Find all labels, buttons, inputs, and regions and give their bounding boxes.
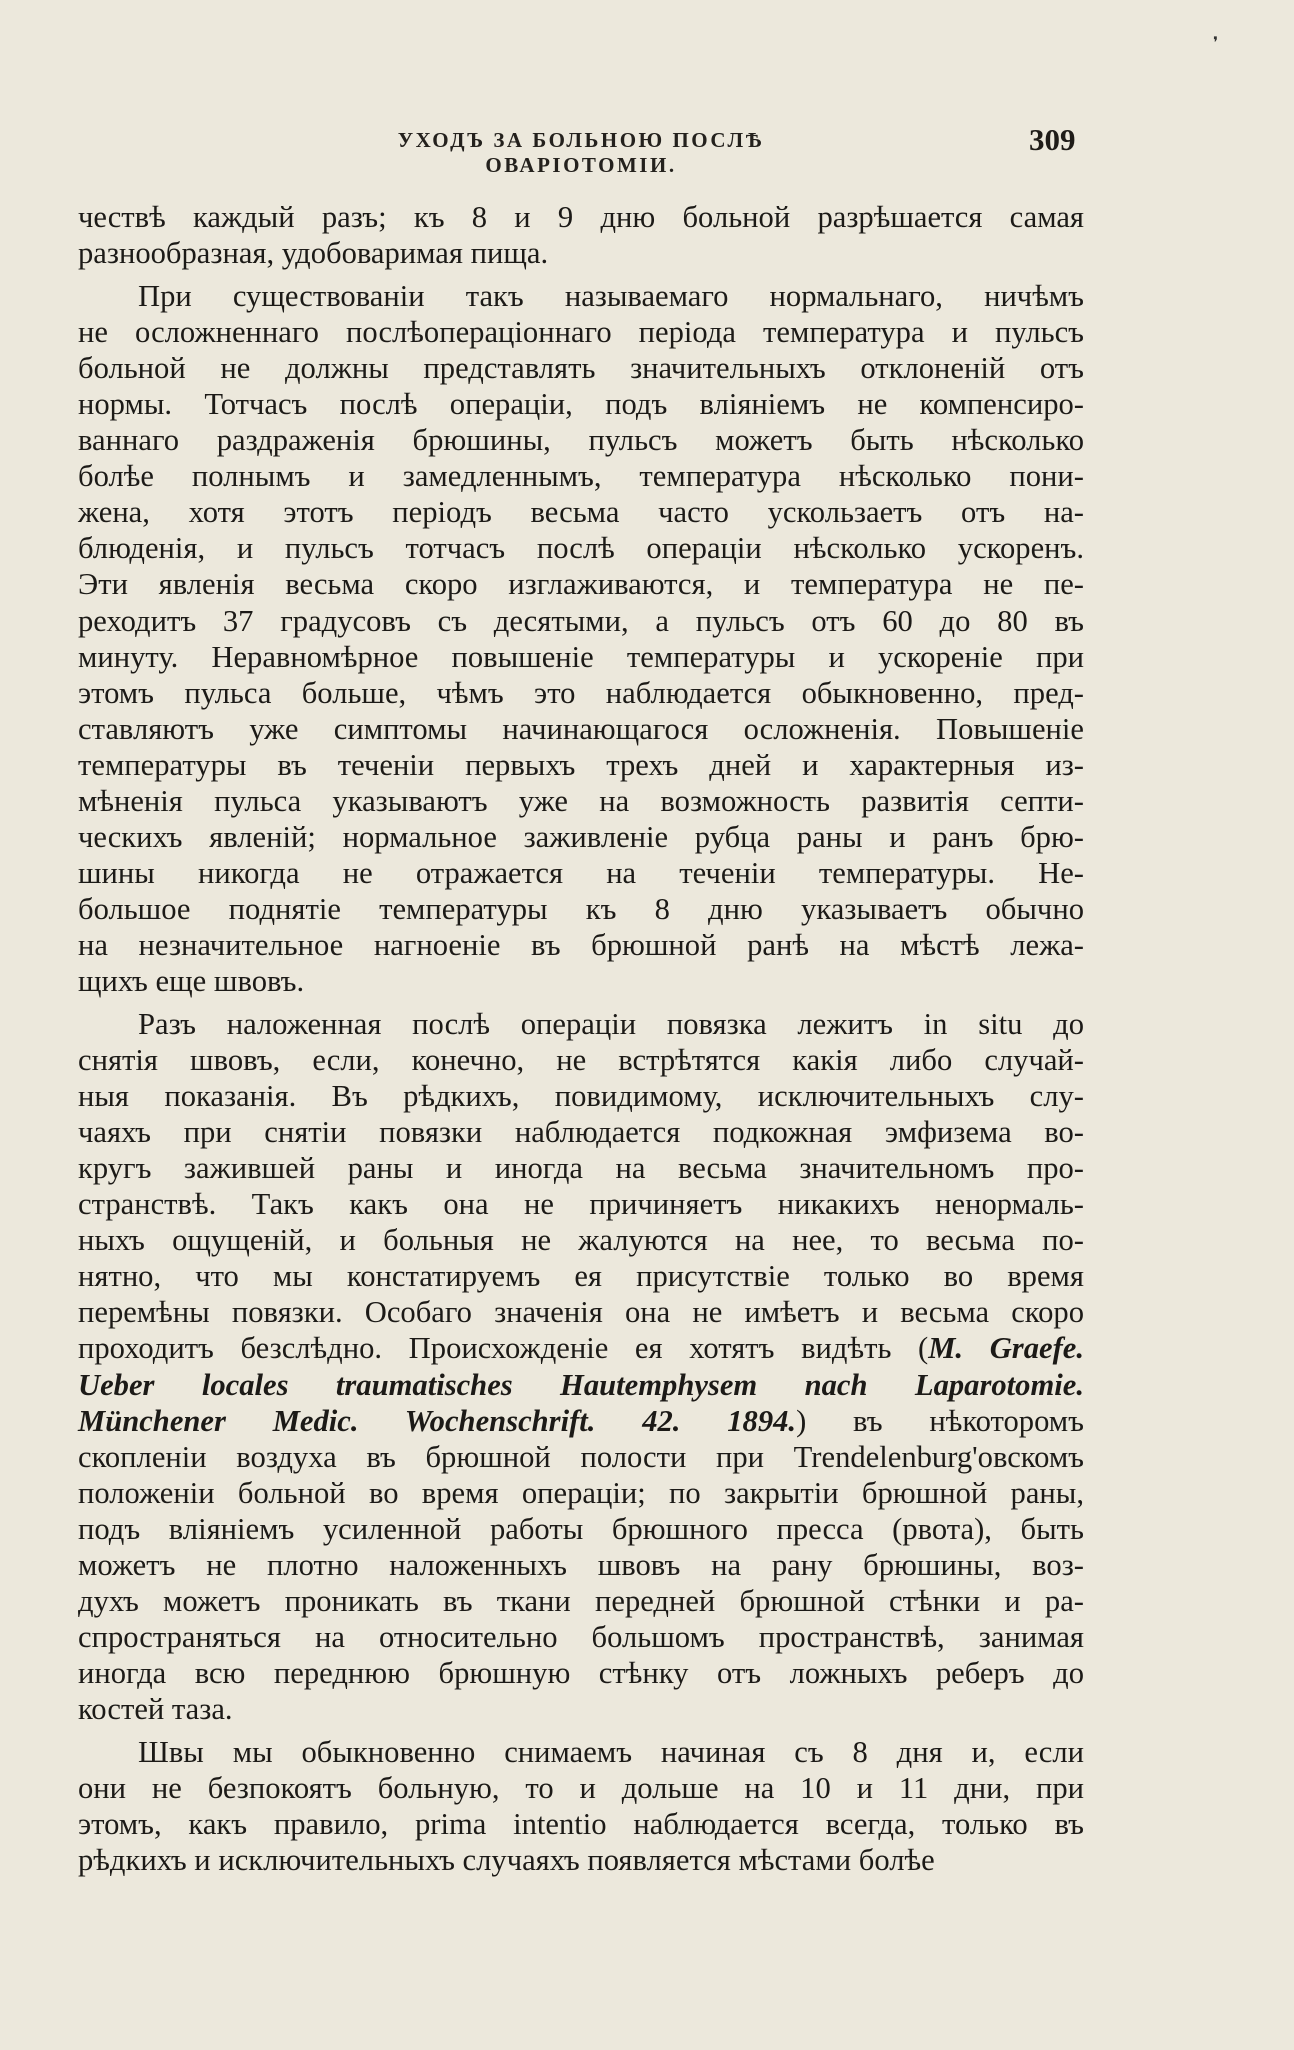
- text-line: ныхъ ощущеній, и больныя не жалуются на нее, то весьма по-: [78, 1223, 1084, 1258]
- text-line: нормы. Тотчасъ послѣ операціи, подъ вліяніемъ не компенсиро-: [78, 387, 1084, 422]
- text-line: мѣненія пульса указываютъ уже на возможность развитія септи-: [78, 783, 1084, 818]
- text-line: рѣдкихъ и исключительныхъ случаяхъ появляется мѣстами болѣе: [78, 1843, 935, 1878]
- citation: Münchener Medic. Wochenschrift. 42. 1894.: [78, 1403, 797, 1438]
- text-line: Münchener Medic. Wochenschrift. 42. 1894.) въ нѣкоторомъ: [78, 1403, 1084, 1438]
- text-line: подъ вліяніемъ усиленной работы брюшного пресса (рвота), быть: [78, 1511, 1084, 1546]
- text-line: чаяхъ при снятіи повязки наблюдается подкожная эмфизема во-: [78, 1115, 1084, 1150]
- text-line: они не безпокоятъ больную, то и дольше на 10 и 11 дни, при: [78, 1771, 1084, 1806]
- paragraph: [78, 1734, 1084, 1878]
- ink-speck: ❜: [1213, 35, 1219, 52]
- text-line: чествѣ каждый разъ; къ 8 и 9 дню больной разрѣшается самая: [78, 200, 1084, 234]
- text-line: При существованіи такъ называемаго нормальнаго, ничѣмъ: [138, 279, 1084, 314]
- text-line: болѣе полнымъ и замедленнымъ, температура нѣсколько пони-: [78, 459, 1084, 494]
- text-line: положеніи больной во время операціи; по закрытіи брюшной раны,: [78, 1475, 1084, 1510]
- text-line: Разъ наложенная послѣ операціи повязка лежитъ in situ до: [138, 1007, 1084, 1042]
- page-number: 309: [1029, 122, 1076, 157]
- running-title: УХОДЪ ЗА БОЛЬНОЮ ПОСЛѢ ОВАРІОТОМІИ.: [397, 128, 765, 177]
- text-line: ныя показанія. Въ рѣдкихъ, повидимому, исключительныхъ слу-: [78, 1079, 1084, 1114]
- text-line: жена, хотя этотъ періодъ весьма часто ускользаетъ отъ на-: [78, 495, 1084, 530]
- text-line: Швы мы обыкновенно снимаемъ начиная съ 8 дня и, если: [138, 1734, 1084, 1769]
- text-line: на незначительное нагноеніе въ брюшной ранѣ на мѣстѣ лежа-: [78, 927, 1084, 962]
- text-line: Ueber locales traumatisches Hautemphysem nach Laparotomie.: [78, 1367, 1084, 1402]
- text-line: можетъ не плотно наложенныхъ швовъ на рану брюшины, воз-: [78, 1547, 1084, 1582]
- text-line: ческихъ явленій; нормальное заживленіе рубца раны и ранъ брю-: [78, 819, 1084, 854]
- text-line: скопленіи воздуха въ брюшной полости при Trendelenburg'овскомъ: [78, 1439, 1084, 1474]
- text-line: большое поднятіе температуры къ 8 дню указываетъ обычно: [78, 891, 1084, 926]
- text-line: костей таза.: [78, 1691, 233, 1726]
- text-line: этомъ, какъ правило, prima intentio наблюдается всегда, только въ: [78, 1807, 1084, 1842]
- text-line: щихъ еще швовъ.: [78, 963, 305, 998]
- text-line: кругъ зажившей раны и иногда на весьма значительномъ про-: [78, 1151, 1084, 1186]
- text-line: температуры въ теченіи первыхъ трехъ дней и характерныя из-: [78, 747, 1084, 782]
- text-line: минуту. Неравномѣрное повышеніе температуры и ускореніе при: [78, 639, 1084, 674]
- text-line: проходитъ безслѣдно. Происхожденіе ея хотятъ видѣть (M. Graefe.: [78, 1331, 1085, 1366]
- text-line: Эти явленія весьма скоро изглаживаются, и температура не пе-: [78, 567, 1084, 602]
- text-line: снятія швовъ, если, конечно, не встрѣтятся какія либо случай-: [78, 1043, 1084, 1078]
- text-line: перемѣны повязки. Особаго значенія она не имѣетъ и весьма скоро: [78, 1295, 1084, 1330]
- text-line: ставляютъ уже симптомы начинающагося осложненія. Повышеніе: [78, 711, 1084, 746]
- text-line: реходитъ 37 градусовъ съ десятыми, а пульсъ отъ 60 до 80 въ: [78, 603, 1084, 638]
- text-line: иногда всю переднюю брюшную стѣнку отъ ложныхъ реберъ до: [78, 1655, 1084, 1690]
- paragraph: [78, 199, 1084, 271]
- text-line: нятно, что мы констатируемъ ея присутствіе только во время: [78, 1259, 1084, 1294]
- text-line: шины никогда не отражается на теченіи температуры. Не-: [78, 855, 1084, 890]
- text-line: этомъ пульса больше, чѣмъ это наблюдается обыкновенно, пред-: [78, 675, 1084, 710]
- text-line: спространяться на относительно большомъ пространствѣ, занимая: [78, 1619, 1084, 1654]
- text-line: не осложненнаго послѣоперацiоннаго періода температура и пульсъ: [78, 315, 1084, 350]
- body-text: [78, 199, 1084, 1885]
- text-line: больной не должны представлять значительныхъ отклоненій отъ: [78, 351, 1084, 386]
- text-line: разнообразная, удобоваримая пища.: [78, 236, 549, 271]
- text-line: блюденія, и пульсъ тотчасъ послѣ операціи нѣсколько ускоренъ.: [78, 531, 1084, 566]
- text-line: странствѣ. Такъ какъ она не причиняетъ никакихъ ненормаль-: [78, 1187, 1084, 1222]
- citation: M. Graefe.: [928, 1331, 1085, 1366]
- paragraph: [78, 1006, 1084, 1727]
- paragraph: [78, 278, 1084, 999]
- text-line: ваннаго раздраженія брюшины, пульсъ можетъ быть нѣсколько: [78, 423, 1084, 458]
- text-line: духъ можетъ проникать въ ткани передней брюшной стѣнки и ра-: [78, 1583, 1084, 1618]
